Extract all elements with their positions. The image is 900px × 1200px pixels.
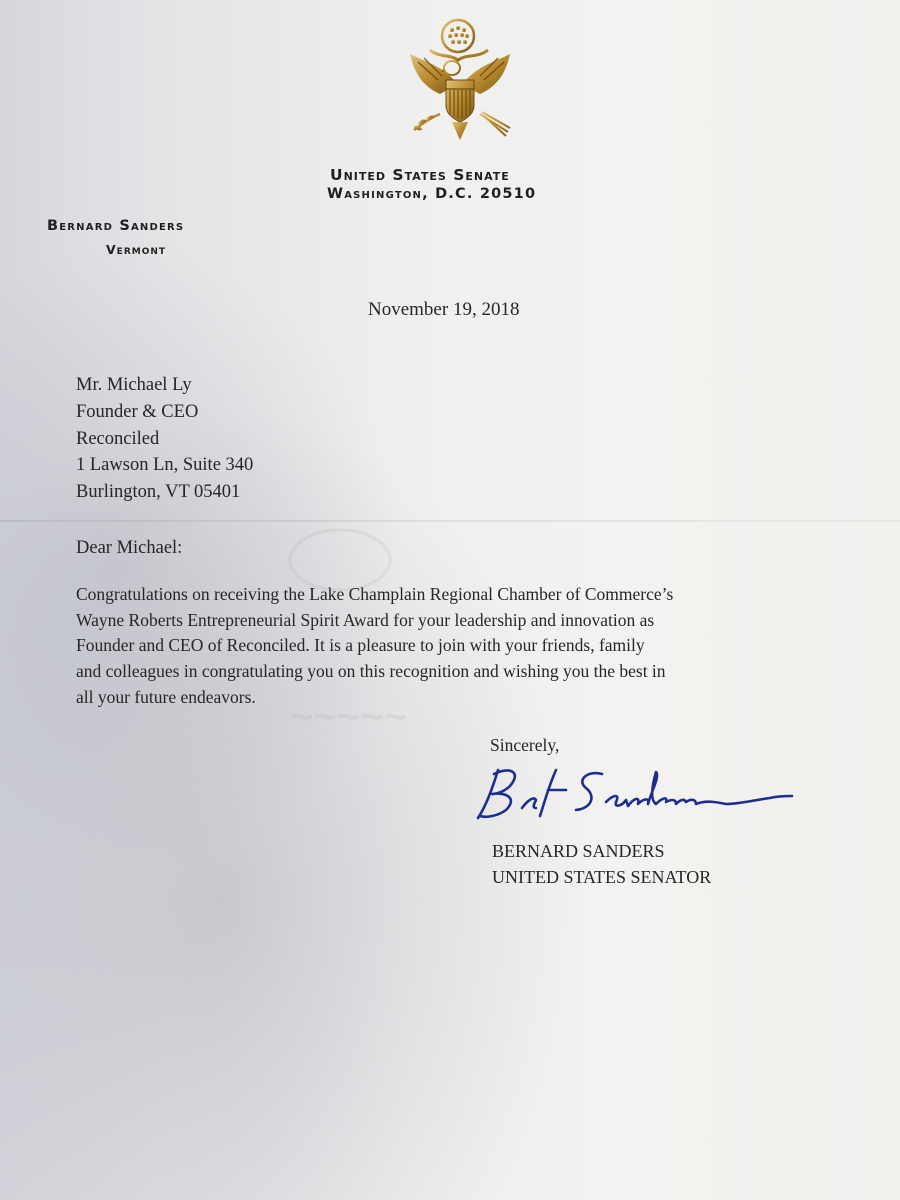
body-line: Congratulations on receiving the Lake Champlain Regional Chamber of Commerce’s bbox=[76, 584, 674, 604]
letter-body-paragraph bbox=[76, 582, 826, 711]
body-line: and colleagues in congratulating you on this recognition and wishing you the best in bbox=[76, 661, 666, 682]
handwritten-signature bbox=[470, 760, 800, 830]
great-seal-eagle-icon bbox=[400, 14, 520, 144]
body-line: Wayne Roberts Entrepreneurial Spirit Award for your leadership and innovation as bbox=[76, 609, 655, 630]
recipient-company: Reconciled bbox=[76, 428, 160, 449]
salutation: Dear Michael: bbox=[76, 538, 183, 558]
recipient-name: Mr. Michael Ly bbox=[76, 375, 192, 395]
closing: Sincerely, bbox=[490, 735, 560, 755]
recipient-street: 1 Lawson Ln, Suite 340 bbox=[76, 455, 254, 476]
signer-title: UNITED STATES SENATOR bbox=[492, 867, 712, 887]
letterhead-address: Washington, D.C. 20510 bbox=[327, 186, 537, 202]
recipient-address-block bbox=[76, 372, 253, 506]
letterhead-institution: United States Senate bbox=[330, 166, 510, 184]
recipient-city: Burlington, VT 05401 bbox=[76, 482, 241, 503]
signer-name: BERNARD SANDERS bbox=[492, 841, 665, 861]
body-line: Founder and CEO of Reconciled. It is a pleasure to join with your friends, family bbox=[76, 635, 645, 656]
letterhead-state: Vermont bbox=[106, 242, 167, 257]
body-line: all your future endeavors. bbox=[76, 686, 256, 707]
letter-date: November 19, 2018 bbox=[368, 299, 520, 320]
recipient-title: Founder & CEO bbox=[76, 401, 199, 422]
letterhead-senator-name: Bernard Sanders bbox=[47, 218, 185, 234]
svg-text:~~~~~: ~~~~~ bbox=[290, 695, 407, 739]
